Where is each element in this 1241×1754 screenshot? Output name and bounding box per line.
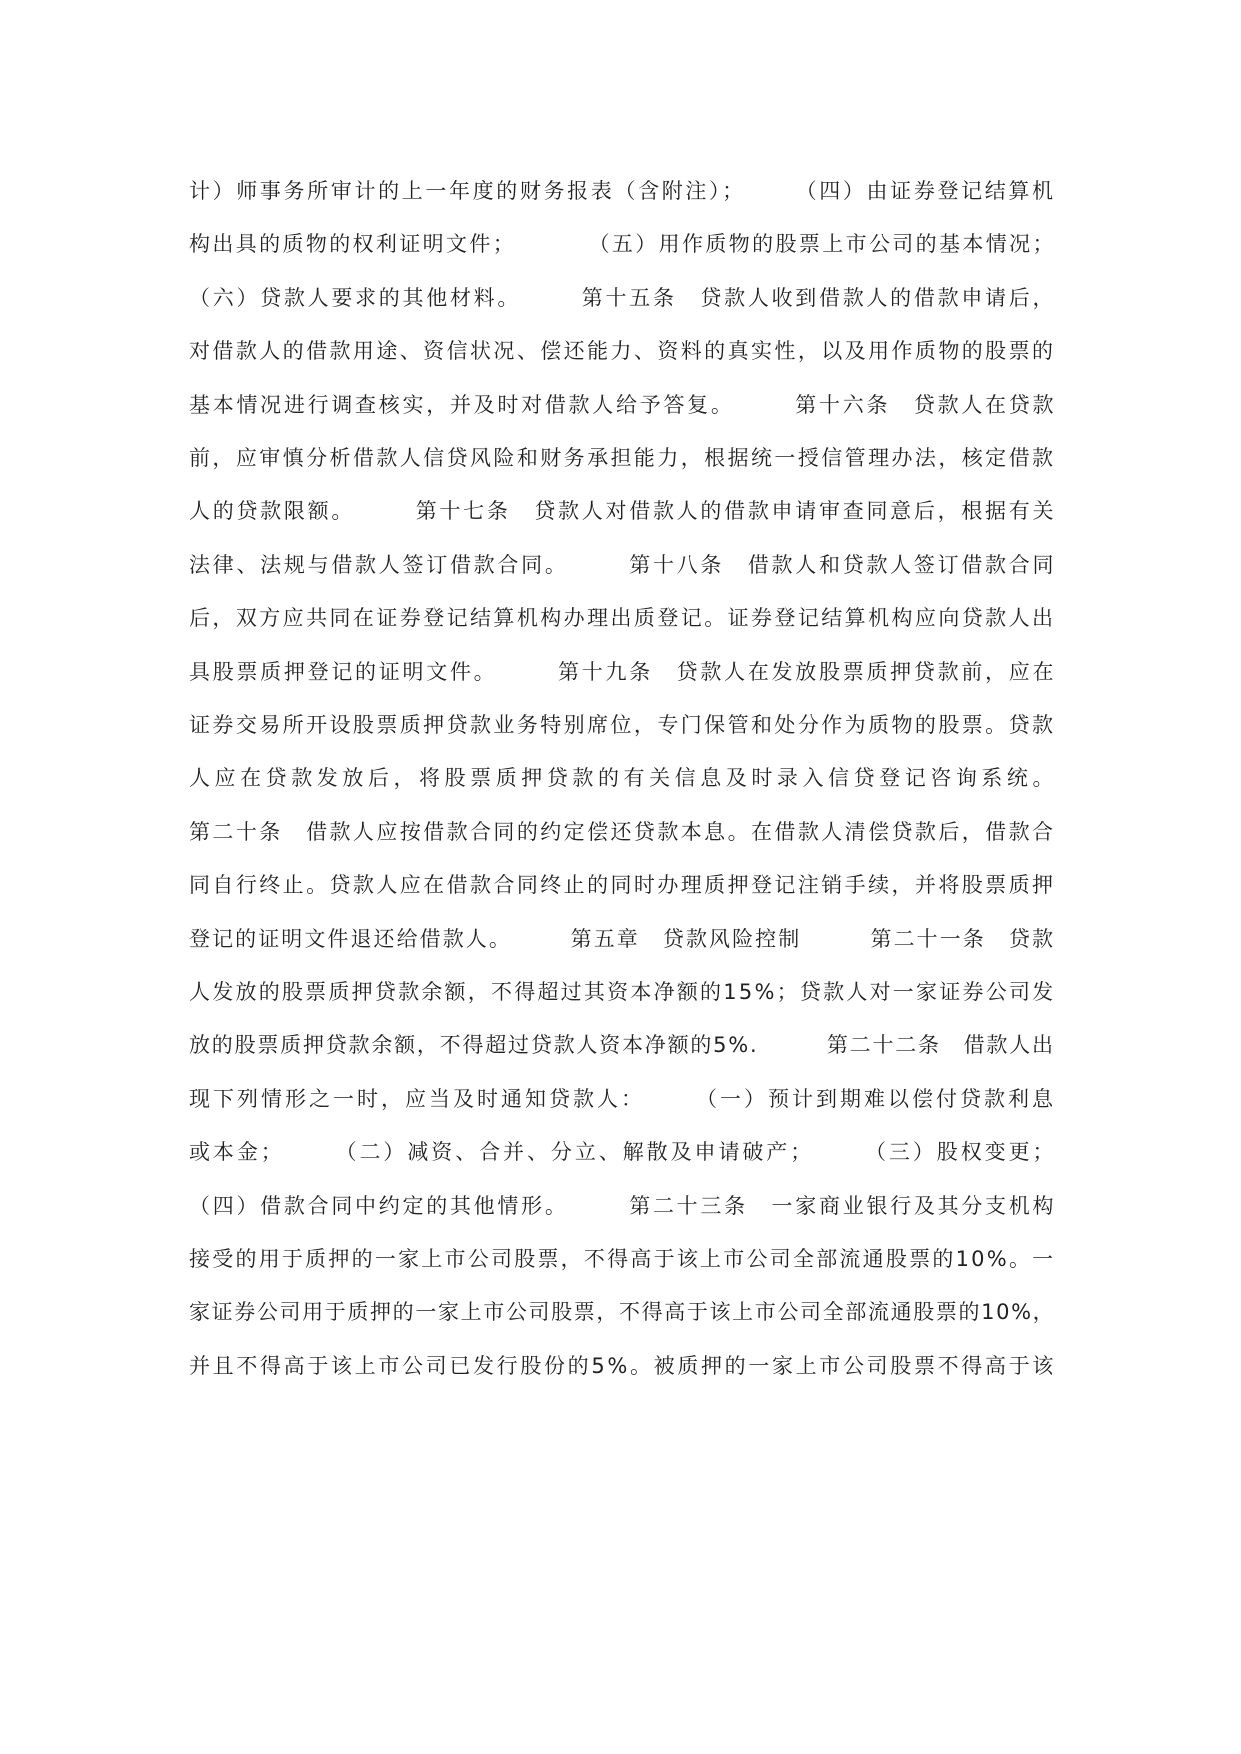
text-line: 证券交易所开设股票质押贷款业务特别席位，专门保管和处分作为质物的股票。贷款	[189, 713, 1056, 737]
text-line: 构出具的质物的权利证明文件； （五）用作质物的股票上市公司的基本情况；	[189, 232, 1056, 257]
text-line: 计）师事务所审计的上一年度的财务报表（含附注）； （四）由证券登记结算机	[189, 179, 1056, 203]
text-line: 第二十条 借款人应按借款合同的约定偿还贷款本息。在借款人清偿贷款后，借款合	[189, 819, 1056, 844]
text-line: 现下列情形之一时，应当及时通知贷款人： （一）预计到期难以偿付贷款利息	[189, 1086, 1056, 1111]
text-line: 并且不得高于该上市公司已发行股份的5%。被质押的一家上市公司股票不得高于该	[189, 1353, 1056, 1378]
text-line: 接受的用于质押的一家上市公司股票，不得高于该上市公司全部流通股票的10%。一	[189, 1247, 1056, 1271]
text-line: 登记的证明文件退还给借款人。 第五章 贷款风险控制 第二十一条 贷款	[189, 926, 1056, 951]
text-line: 人发放的股票质押贷款余额，不得超过其资本净额的15%；贷款人对一家证券公司发	[189, 980, 1056, 1004]
text-line: 或本金； （二）减资、合并、分立、解散及申请破产； （三）股权变更；	[189, 1140, 1057, 1165]
text-line: 家证券公司用于质押的一家上市公司股票，不得高于该上市公司全部流通股票的10%，	[189, 1300, 1056, 1325]
text-line: （六）贷款人要求的其他材料。 第十五条 贷款人收到借款人的借款申请后，	[189, 285, 1057, 310]
text-line: 人应在贷款发放后，将股票质押贷款的有关信息及时录入信贷登记咨询系统。	[189, 766, 1059, 791]
text-line: 同自行终止。贷款人应在借款合同终止的同时办理质押登记注销手续，并将股票质押	[189, 873, 1056, 898]
text-line: 放的股票质押贷款余额，不得超过贷款人资本净额的5%. 第二十二条 借款人出	[189, 1033, 1055, 1058]
text-line: 法律、法规与借款人签订借款合同。 第十八条 借款人和贷款人签订借款合同	[189, 552, 1057, 577]
text-line: 对借款人的借款用途、资信状况、偿还能力、资料的真实性，以及用作质物的股票的	[189, 339, 1056, 364]
text-line: 人的贷款限额。 第十七条 贷款人对借款人的借款申请审查同意后，根据有关	[189, 499, 1057, 524]
text-line: 具股票质押登记的证明文件。 第十九条 贷款人在发放股票质押贷款前，应在	[189, 659, 1057, 684]
text-line: 前，应审慎分析借款人信贷风险和财务承担能力，根据统一授信管理办法，核定借款	[189, 446, 1056, 470]
text-line: 基本情况进行调查核实，并及时对借款人给予答复。 第十六条 贷款人在贷款	[189, 392, 1057, 417]
text-line: 后，双方应共同在证券登记结算机构办理出质登记。证券登记结算机构应向贷款人出	[189, 606, 1056, 631]
text-line: （四）借款合同中约定的其他情形。 第二十三条 一家商业银行及其分支机构	[189, 1193, 1057, 1218]
